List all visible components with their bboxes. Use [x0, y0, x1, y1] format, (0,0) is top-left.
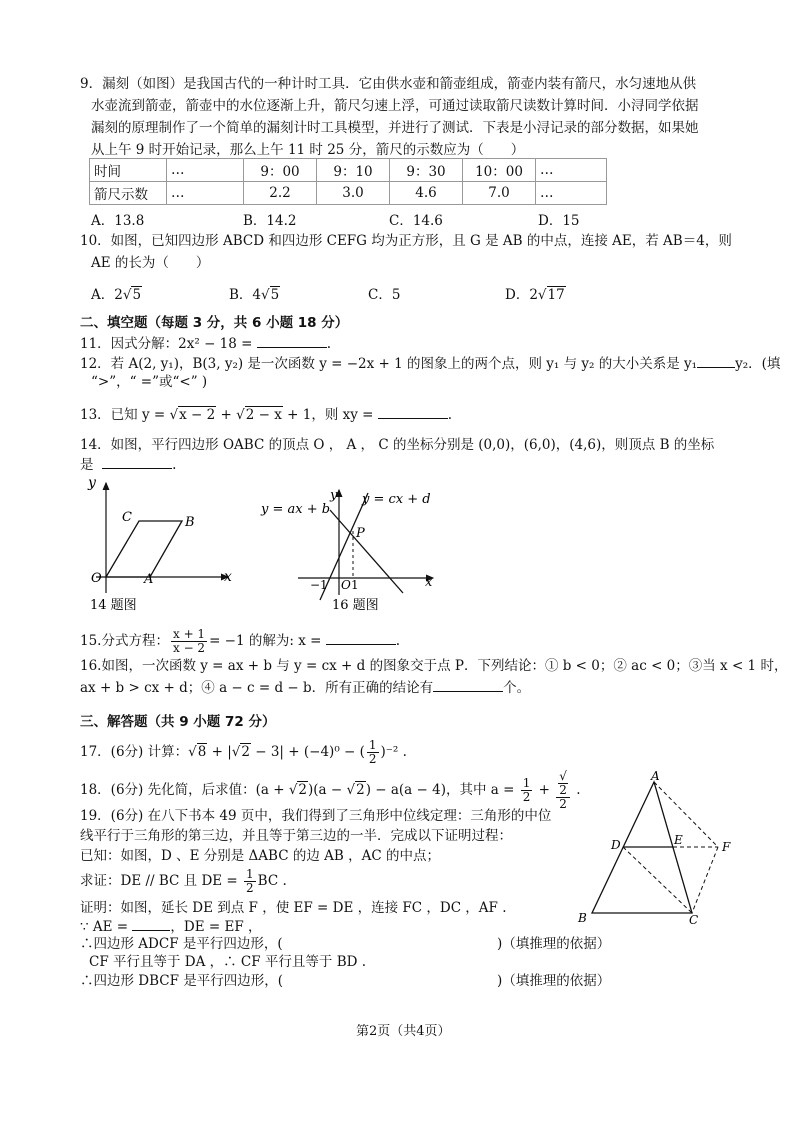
x-axis-label: x [224, 569, 232, 585]
segment-dc [623, 847, 692, 913]
q9-option-d: D．15 [538, 213, 580, 229]
table-cell: 7.0 [463, 182, 536, 205]
q19-prove: 求证：DE // BC 且 DE = $\frac{1}{2}$ BC . [80, 867, 287, 895]
q10-line1: 10．如图，已知四边形 ABCD 和四边形 CEFG 均为正方形，且 G 是 AB 的中点，连接 AE，若 AB＝4，则 [80, 233, 732, 249]
origin-label: O [341, 578, 351, 592]
section-heading-fill-in: 二、填空题（每题 3 分，共 6 小题 18 分） [80, 315, 349, 331]
table-cell: 9：10 [317, 159, 390, 182]
table-cell: 2.2 [244, 182, 317, 205]
fig14-figure [78, 475, 248, 615]
point-c-label: C [122, 510, 132, 525]
q10-option-b: B．4√5 [229, 287, 280, 303]
table-cell: … [536, 159, 607, 182]
tick-neg1: −1 [310, 578, 328, 592]
q9-option-c: C．14.6 [389, 213, 443, 229]
point-p-label: P [356, 526, 365, 541]
q16-line2: ax + b > cx + d；④ a − c = d − b．所有正确的结论有 个。 [80, 680, 531, 696]
q13: 13．已知 y = √x − 2 + √2 − x + 1，则 xy = . [80, 407, 453, 423]
point-a-label: A [651, 769, 660, 783]
q19-line7-basis: )（填推理的依据） [497, 936, 611, 952]
q9-line3: 漏刻的原理制作了一个简单的漏刻计时工具模型，并进行了测试．下表是小浔记录的部分数据，如果她 [91, 120, 699, 136]
q10-option-c: C．5 [368, 287, 401, 303]
q19-line8: CF 平行且等于 DA ，∴ CF 平行且等于 BD . [89, 954, 367, 970]
q19-line5: 证明：如图，延长 DE 到点 F ，使 EF = DE ，连接 FC ，DC ，AF . [80, 900, 507, 916]
q12-line1: 12．若 A(2, y₁)，B(3, y₂) 是一次函数 y = −2x + 1 的图象上的两个点，则 y₁ 与 y₂ 的大小关系是 y₁ y₂．(填 [80, 356, 781, 372]
point-b-label: B [578, 911, 587, 925]
point-d-label: D [611, 838, 621, 852]
x-axis-label: x [425, 575, 433, 590]
tick-1: 1 [351, 578, 359, 592]
point-o-label: O [91, 571, 102, 586]
q9-line2: 水壶流到箭壶，箭壶中的水位逐渐上升，箭尺匀速上浮，可通过读取箭尺读数计算时间．小浔同学依据 [91, 98, 699, 114]
point-c-label: C [689, 913, 699, 927]
fig16-figure [258, 485, 448, 615]
table-cell: 4.6 [390, 182, 463, 205]
table-cell: 时间 [90, 159, 167, 182]
table-row [90, 182, 607, 205]
q19-line9-basis: )（填推理的依据） [497, 973, 611, 989]
fig14-caption: 14 题图 [90, 598, 137, 613]
q9-line4: 从上午 9 时开始记录，那么上午 11 时 25 分，箭尺的示数应为（ ） [91, 142, 525, 158]
q19-line2: 线平行于三角形的第三边，并且等于第三边的一半．完成以下证明过程： [80, 828, 512, 844]
table-cell: … [167, 182, 244, 205]
section-heading-solutions: 三、解答题（共 9 小题 72 分） [80, 714, 276, 730]
q15: 15.分式方程： $\frac{x + 1}{x - 2}$ = −1 的解为: x = . [80, 627, 401, 655]
table-row [90, 159, 607, 182]
q10-option-d: D．2√17 [505, 287, 565, 303]
q19-line9: ∴四边形 DBCF 是平行四边形，( [80, 973, 284, 989]
fig16-caption: 16 题图 [332, 598, 379, 613]
q11: 11．因式分解：2x² − 18 = . [80, 336, 332, 352]
q12-line2: “>”，“ =”或“<” ) [91, 374, 208, 390]
q10-option-a: A．2√5 [91, 287, 142, 303]
table-cell: 9：00 [244, 159, 317, 182]
table-cell: 箭尺示数 [90, 182, 167, 205]
q9-option-b: B．14.2 [243, 213, 297, 229]
table-cell: 3.0 [317, 182, 390, 205]
y-axis-label: y [330, 488, 338, 503]
point-a-label: A [144, 572, 154, 587]
q9-line1: 9．漏刻（如图）是我国古代的一种计时工具．它由供水壶和箭壶组成，箭壶内装有箭尺，水匀速地从供 [80, 76, 697, 92]
q9-option-a: A．13.8 [91, 213, 145, 229]
fig19-figure [570, 768, 745, 928]
q9-data-table [89, 158, 607, 205]
q19-line3: 已知：如图，D 、E 分别是 ΔABC 的边 AB ，AC 的中点； [80, 848, 440, 864]
q19-line6: ∵ AE = ，DE = EF ， [80, 919, 262, 935]
table-cell: 9：30 [390, 159, 463, 182]
label-ax-plus-b: y = ax + b [261, 502, 331, 517]
q16-line1: 16.如图，一次函数 y = ax + b 与 y = cx + d 的图象交于点 P．下列结论：① b < 0；② ac < 0；③当 x < 1 时， [80, 658, 788, 674]
q17: 17．(6分) 计算：√8 + |√2 − 3| + (−4)⁰ − ( $\frac{1}{2}$ )⁻² . [80, 738, 407, 766]
q10-line2: AE 的长为（ ） [91, 255, 210, 271]
table-cell: … [167, 159, 244, 182]
q18: 18．(6分) 先化简，后求值：(a + √2)(a − √2) − a(a − 4)，其中 a = $\frac{1}{2}$ + √ 2 2 . [80, 769, 581, 811]
point-e-label: E [674, 833, 683, 847]
q14-line1: 14．如图，平行四边形 OABC 的顶点 O ， A ， C 的坐标分别是 (0,0)，(6,0)，(4,6)，则顶点 B 的坐标 [80, 437, 715, 453]
page-footer: 第2页（共4页） [356, 1024, 451, 1039]
label-cx-plus-d: y = cx + d [362, 492, 431, 507]
y-axis-label: y [88, 475, 96, 491]
point-f-label: F [722, 840, 731, 854]
table-cell: … [536, 182, 607, 205]
segment-fc [692, 847, 718, 913]
point-b-label: B [185, 515, 195, 530]
q19-line1: 19．(6分) 在八下书本 49 页中，我们得到了三角形中位线定理：三角形的中位 [80, 808, 552, 824]
table-cell: 10：00 [463, 159, 536, 182]
parallelogram-oabc [106, 521, 182, 577]
q14-line2: 是 . [80, 457, 177, 473]
q19-line7: ∴四边形 ADCF 是平行四边形，( [80, 936, 283, 952]
